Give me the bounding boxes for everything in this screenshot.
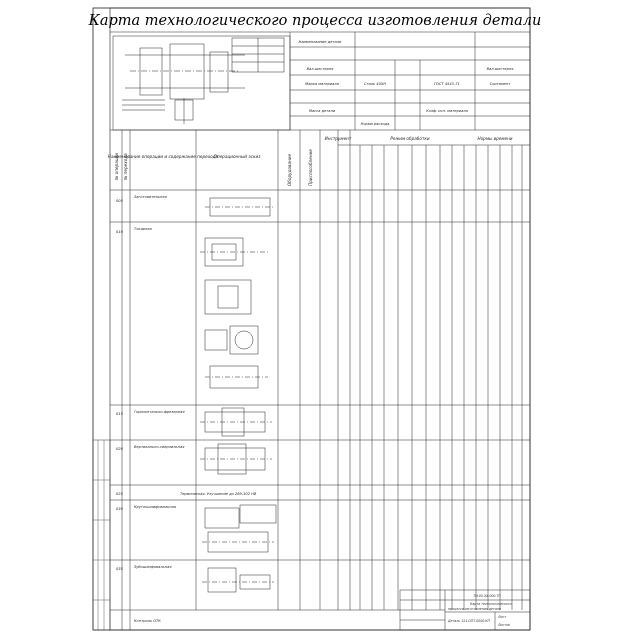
section-num-025: 025 [116, 492, 123, 496]
sketch-020-drilling [200, 444, 272, 474]
col-header-fixture: Приспособление [308, 149, 313, 186]
stamp-sheets: Листов [498, 623, 510, 627]
field-part-name-2: Вал-шестерня [486, 67, 514, 71]
left-binding-strip [93, 440, 110, 630]
header-fields-grid [110, 32, 530, 130]
col-header-modes: Режим обработки [390, 136, 430, 141]
field-standard: ГОСТ 4543-71 [434, 82, 460, 86]
field-material: Сталь 40ХН [363, 82, 387, 86]
thermo-line: Термическая. Улучшение до 269-302 НВ [180, 492, 257, 496]
stamp-title-line2: процесса изготовления детали [448, 607, 501, 611]
col-header-time-norms: Нормы времени [477, 136, 513, 141]
section-num-010: 010 [116, 230, 123, 234]
stamp-sheet-code: ТМ.05.ХХ.000.ТП [473, 594, 501, 598]
section-num-015: 015 [116, 412, 123, 416]
stamp-code: Деталь 151.ОПТ.0000.КП [448, 619, 490, 623]
section-label-005: Заготовительная [134, 195, 167, 199]
section-num-005: 005 [116, 199, 123, 203]
section-num-020: 020 [116, 447, 123, 451]
document-title: Карта технологического процесса изготовления детали [88, 13, 542, 29]
col-header-operation-num: № операции [114, 152, 119, 180]
col-header-sketch: Операционный эскиз [213, 154, 261, 159]
col-header-operation-name: Наименование операции и содержание перехода [107, 154, 219, 159]
section-num-035: 035 [116, 567, 123, 571]
field-material-label: Марка материала [305, 82, 339, 86]
section-label-020: Вертикально-сверлильная [134, 445, 185, 449]
sketch-005 [205, 198, 275, 216]
field-part-name-label: Наименование детали [298, 40, 342, 44]
section-num-030: 030 [116, 507, 123, 511]
sketch-030-grinding [202, 505, 276, 552]
sketch-015-milling [200, 408, 272, 436]
section-label-030: Круглошлифовальная [134, 505, 176, 509]
footnote: Контроль ОТК [134, 619, 161, 623]
stamp-title-line1: Карта технологического [470, 602, 512, 606]
sketch-035-gear-grinding [202, 568, 274, 592]
field-coefficient: Коэф. исп. материала [426, 109, 468, 113]
sketch-010-turning [200, 238, 270, 388]
col-header-equipment: Оборудование [287, 153, 292, 186]
field-part-name: Вал-шестерня [306, 67, 334, 71]
field-assortment: Сортамент [489, 82, 511, 86]
col-header-step-num: № перехода [123, 153, 128, 180]
stamp-sheet: Лист [498, 615, 507, 619]
section-label-035: Зубошлифовальная [134, 565, 172, 569]
field-mass: Масса детали [308, 109, 336, 113]
section-label-015: Горизонтально-фрезерная [134, 410, 185, 414]
col-header-tools: Инструмент [324, 136, 352, 141]
column-header-block [107, 130, 530, 630]
section-label-010: Токарная [134, 227, 152, 231]
outer-frame [93, 8, 530, 630]
part-sketch-header [113, 36, 290, 130]
field-norm: Норма расхода [360, 122, 390, 126]
